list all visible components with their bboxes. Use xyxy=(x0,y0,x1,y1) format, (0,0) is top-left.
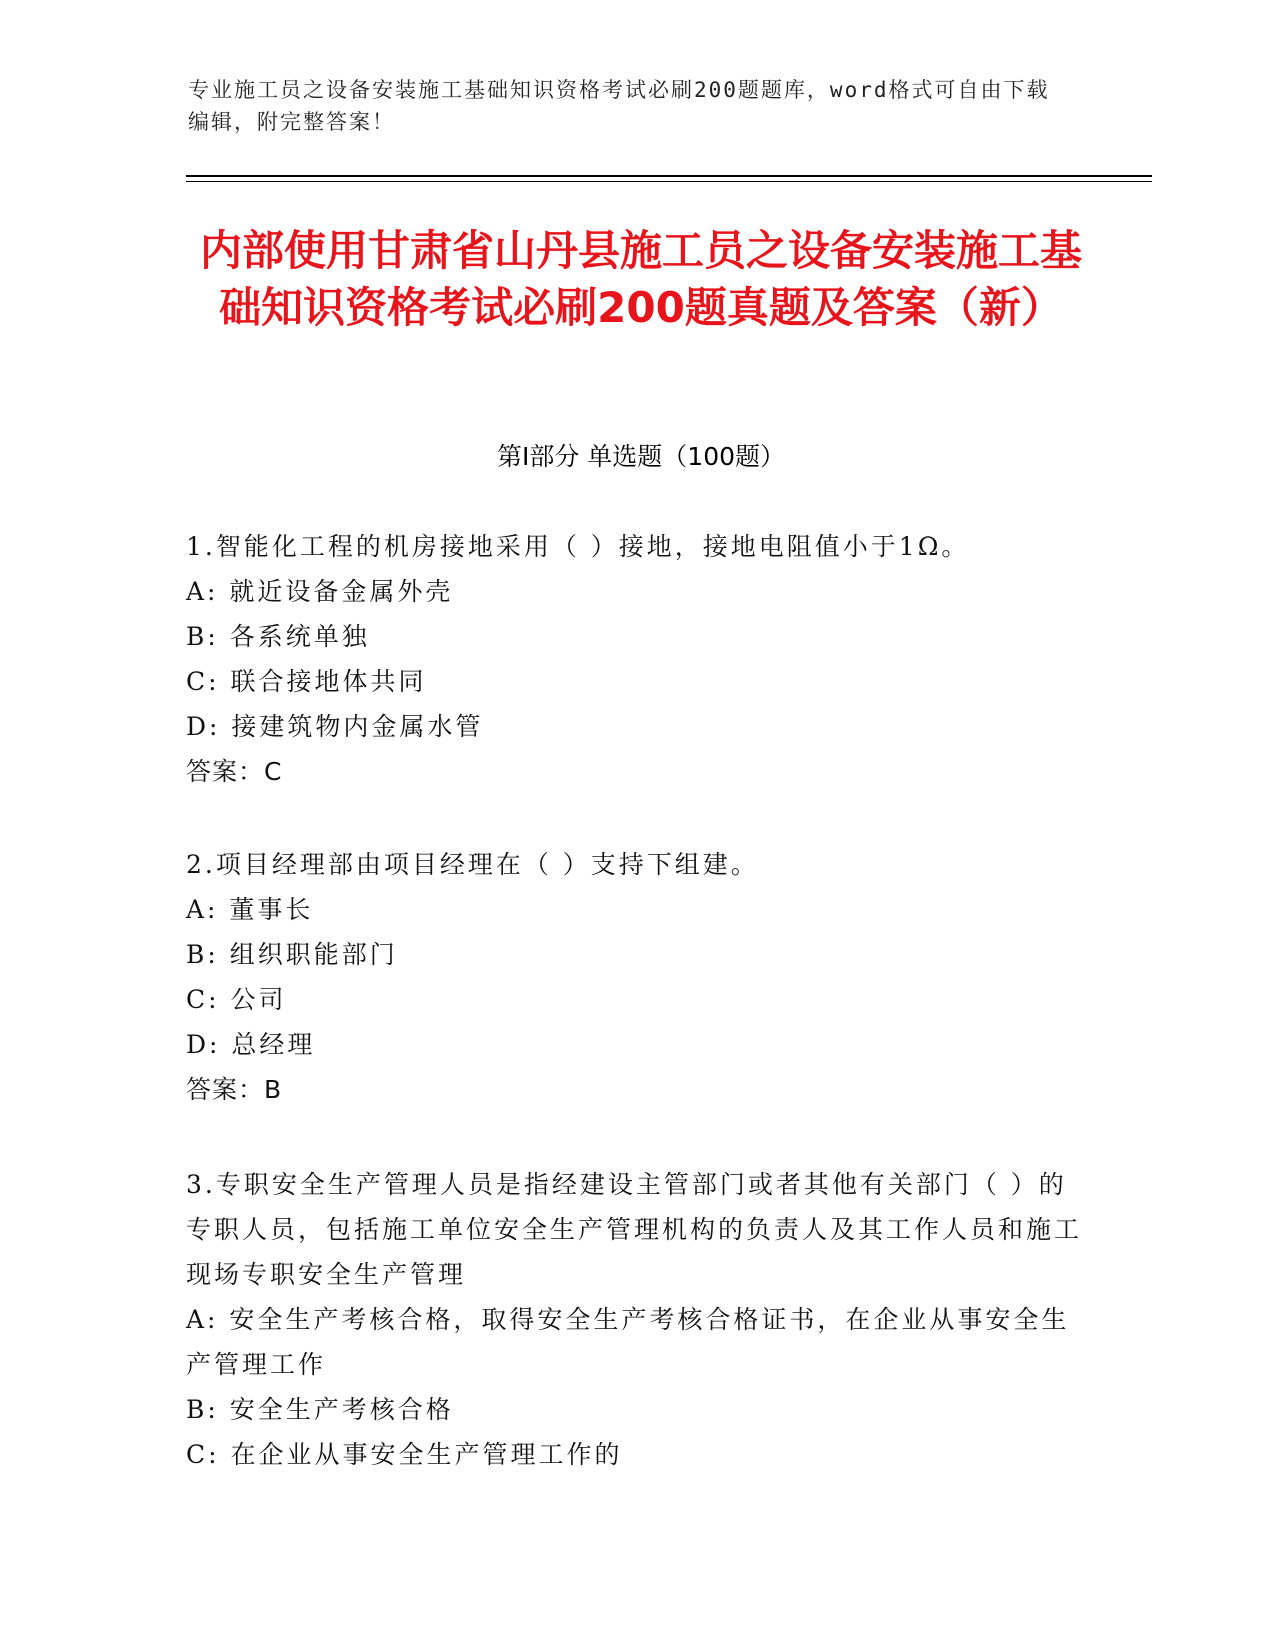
question-stem: 2.项目经理部由项目经理在（ ）支持下组建。 xyxy=(186,850,759,879)
answer: 答案：B xyxy=(186,1075,283,1104)
question-stem: 1.智能化工程的机房接地采用（ ）接地，接地电阻值小于1Ω。 xyxy=(186,532,970,561)
option-c: C: 在企业从事安全生产管理工作的 xyxy=(186,1440,623,1469)
option-c: C: 联合接地体共同 xyxy=(186,667,427,696)
option-a: A: 董事长 xyxy=(186,895,314,924)
header-divider-thin xyxy=(186,181,1152,182)
option-d: D: 总经理 xyxy=(186,1030,316,1059)
question-2 xyxy=(186,842,1086,1112)
option-b: B: 各系统单独 xyxy=(186,622,370,651)
option-c: C: 公司 xyxy=(186,985,287,1014)
option-a: A: 就近设备金属外壳 xyxy=(186,577,454,606)
question-3 xyxy=(186,1162,1086,1477)
option-a: A: 安全生产考核合格，取得安全生产考核合格证书，在企业从事安全生产管理工作 xyxy=(186,1305,1070,1379)
section-title: 第Ⅰ部分 单选题（100题） xyxy=(496,442,786,471)
question-1 xyxy=(186,524,1086,794)
header-divider-thick xyxy=(186,175,1152,177)
option-d: D: 接建筑物内金属水管 xyxy=(186,712,484,741)
option-b: B: 安全生产考核合格 xyxy=(186,1395,454,1424)
document-title: 内部使用甘肃省山丹县施工员之设备安装施工基础知识资格考试必刷200题真题及答案（新） xyxy=(199,226,1082,332)
question-stem: 3.专职安全生产管理人员是指经建设主管部门或者其他有关部门（ ）的专职人员，包括施工单位安全生产管理机构的负责人及其工作人员和施工现场专职安全生产管理 xyxy=(186,1170,1083,1289)
option-b: B: 组织职能部门 xyxy=(186,940,398,969)
answer: 答案：C xyxy=(186,757,283,786)
header-note: 专业施工员之设备安装施工基础知识资格考试必刷200题题库，word格式可自由下载编辑，附完整答案！ xyxy=(188,78,1050,134)
